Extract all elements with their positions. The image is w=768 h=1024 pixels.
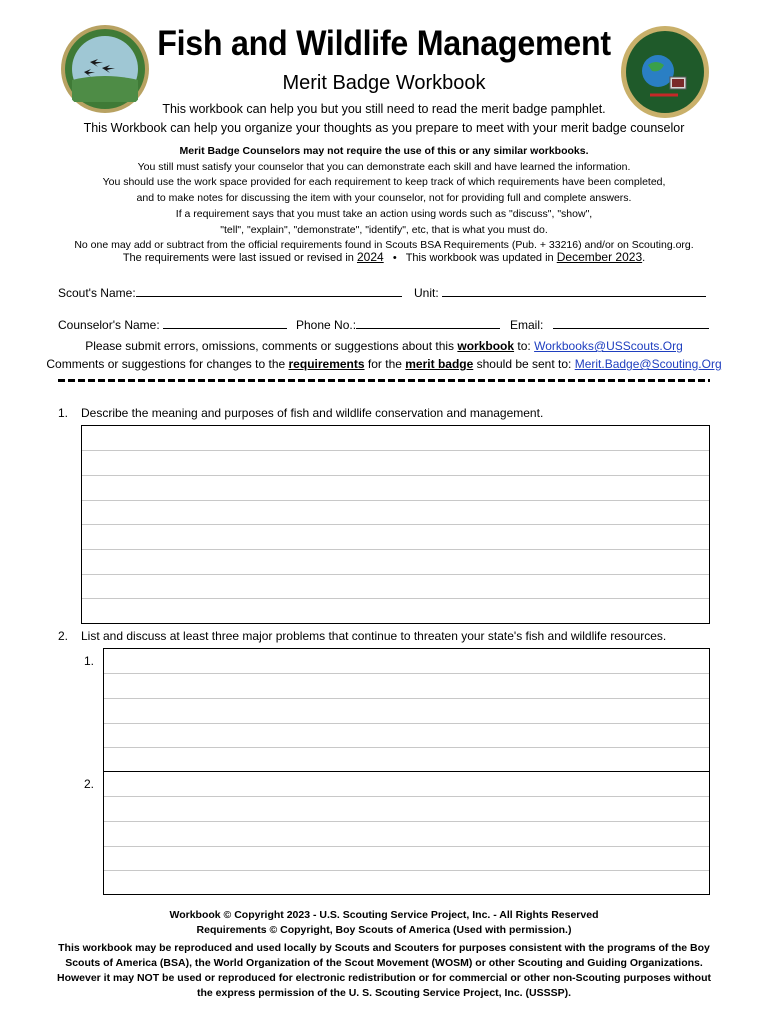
scout-name-input[interactable] (136, 284, 402, 297)
submit-line-1 (0, 339, 768, 353)
answer-line (104, 747, 709, 748)
footer-permission (0, 941, 768, 1001)
merit-badge-email-link[interactable]: Merit.Badge@Scouting.Org (574, 357, 722, 371)
scout-name-label: Scout's Name: (58, 286, 136, 300)
phone-label: Phone No.: (296, 318, 357, 332)
footer-para-1: This workbook may be reproduced and used locally by Scouts and Scouters for purposes consistent with the programs of the Boy (58, 942, 710, 954)
intro-line-1: This workbook can help you but you still need to read the merit badge pamphlet. (162, 102, 606, 116)
dashed-divider (58, 379, 710, 382)
answer-line (104, 846, 709, 847)
notice-bold-line: Merit Badge Counselors may not require the use of this or any similar workbooks. (179, 145, 589, 157)
unit-label: Unit: (414, 286, 439, 300)
notice-line-1: You still must satisfy your counselor that you can demonstrate each skill and have learned the information. (137, 160, 631, 173)
submit-line-2 (0, 357, 768, 371)
question-1-text: Describe the meaning and purposes of fish and wildlife conservation and management. (81, 406, 544, 420)
answer-line (82, 549, 709, 550)
answer-line (104, 821, 709, 822)
counselor-name-input[interactable] (163, 316, 287, 329)
submit-suffix: should be sent to: (476, 357, 572, 371)
footer-copyright (0, 908, 768, 938)
email-label: Email: (510, 318, 544, 332)
requirements-word: requirements (288, 357, 365, 371)
revision-year: 2024 (356, 250, 384, 264)
answer-box-1[interactable] (81, 425, 710, 624)
answer-line (82, 475, 709, 476)
footer-para-2: Scouts of America (BSA), the World Organization of the Scout Movement (WOSM) or other Scouting and Guiding Organizations. (65, 957, 703, 969)
question-2-text: List and discuss at least three major problems that continue to threaten your state's fish and wildlife resources. (81, 629, 667, 643)
notice-line-3: and to make notes for discussing the item with your counselor, not for providing full and complete answers. (136, 192, 632, 205)
notice-line-5: "tell", "explain", "demonstrate", "identify", etc, that is what you must do. (220, 223, 548, 236)
page-subtitle: Merit Badge Workbook (282, 72, 486, 94)
question-1-number: 1. (58, 406, 69, 420)
submit-mid: for the (367, 357, 402, 371)
counselor-label: Counselor's Name: (58, 318, 160, 332)
workbook-word: workbook (457, 339, 515, 353)
updated-date: December 2023 (556, 250, 643, 264)
answer-line (104, 673, 709, 674)
answer-line (82, 524, 709, 525)
workbooks-email-link[interactable]: Workbooks@USScouts.Org (534, 339, 683, 353)
answer-line (82, 500, 709, 501)
intro-line-2: This Workbook can help you organize your thoughts as you prepare to meet with your merit badge counselor (83, 121, 685, 135)
answer-line (82, 598, 709, 599)
email-input[interactable] (553, 316, 709, 329)
subitem-2-number: 2. (84, 777, 95, 791)
footer-line-2: Requirements © Copyright, Boy Scouts of America (Used with permission.) (196, 924, 572, 936)
notice-line-6: No one may add or subtract from the official requirements found in Scouts BSA Requirements (Pub. + 33216) and/or on Scouting.org. (74, 239, 694, 252)
subitem-1-number: 1. (84, 654, 95, 668)
answer-line (104, 870, 709, 871)
submit-text-1: Please submit errors, omissions, comments or suggestions about this (85, 339, 455, 353)
answer-line (82, 450, 709, 451)
scout-name-field (58, 284, 402, 300)
footer-para-4: the express permission of the U. S. Scouting Service Project, Inc. (USSSP). (196, 987, 572, 999)
answer-line (104, 796, 709, 797)
answer-line (104, 723, 709, 724)
email-field (510, 316, 709, 332)
notice-block (0, 144, 768, 254)
notice-line-2: You should use the work space provided for each requirement to keep track of which requirements have been completed, (102, 176, 666, 189)
revision-line (0, 250, 768, 264)
counselor-name-field (58, 316, 287, 332)
submit-text-2: Comments or suggestions for changes to the (46, 357, 286, 371)
page-title: Fish and Wildlife Management (157, 24, 611, 63)
revision-prefix: The requirements were last issued or revised in (122, 252, 354, 264)
merit-badge-word: merit badge (405, 357, 474, 371)
unit-input[interactable] (442, 284, 706, 297)
answer-line (104, 698, 709, 699)
footer-para-3: However it may NOT be used or reproduced for electronic redistribution or for commercial or other non-Scouting purposes without (57, 972, 711, 984)
revision-bullet: • (392, 252, 397, 264)
submit-to: to: (517, 339, 531, 353)
answer-box-2-2[interactable] (103, 771, 710, 895)
unit-field (414, 284, 706, 300)
question-2-number: 2. (58, 629, 69, 643)
footer-line-1: Workbook © Copyright 2023 - U.S. Scouting Service Project, Inc. - All Rights Reserved (169, 909, 599, 921)
updated-period: . (642, 252, 646, 264)
answer-line (82, 574, 709, 575)
answer-box-2-1[interactable] (103, 648, 710, 772)
notice-line-4: If a requirement says that you must take an action using words such as "discuss", "show", (175, 207, 593, 220)
phone-input[interactable] (356, 316, 500, 329)
updated-prefix: This workbook was updated in (405, 252, 554, 264)
phone-field (296, 316, 500, 332)
